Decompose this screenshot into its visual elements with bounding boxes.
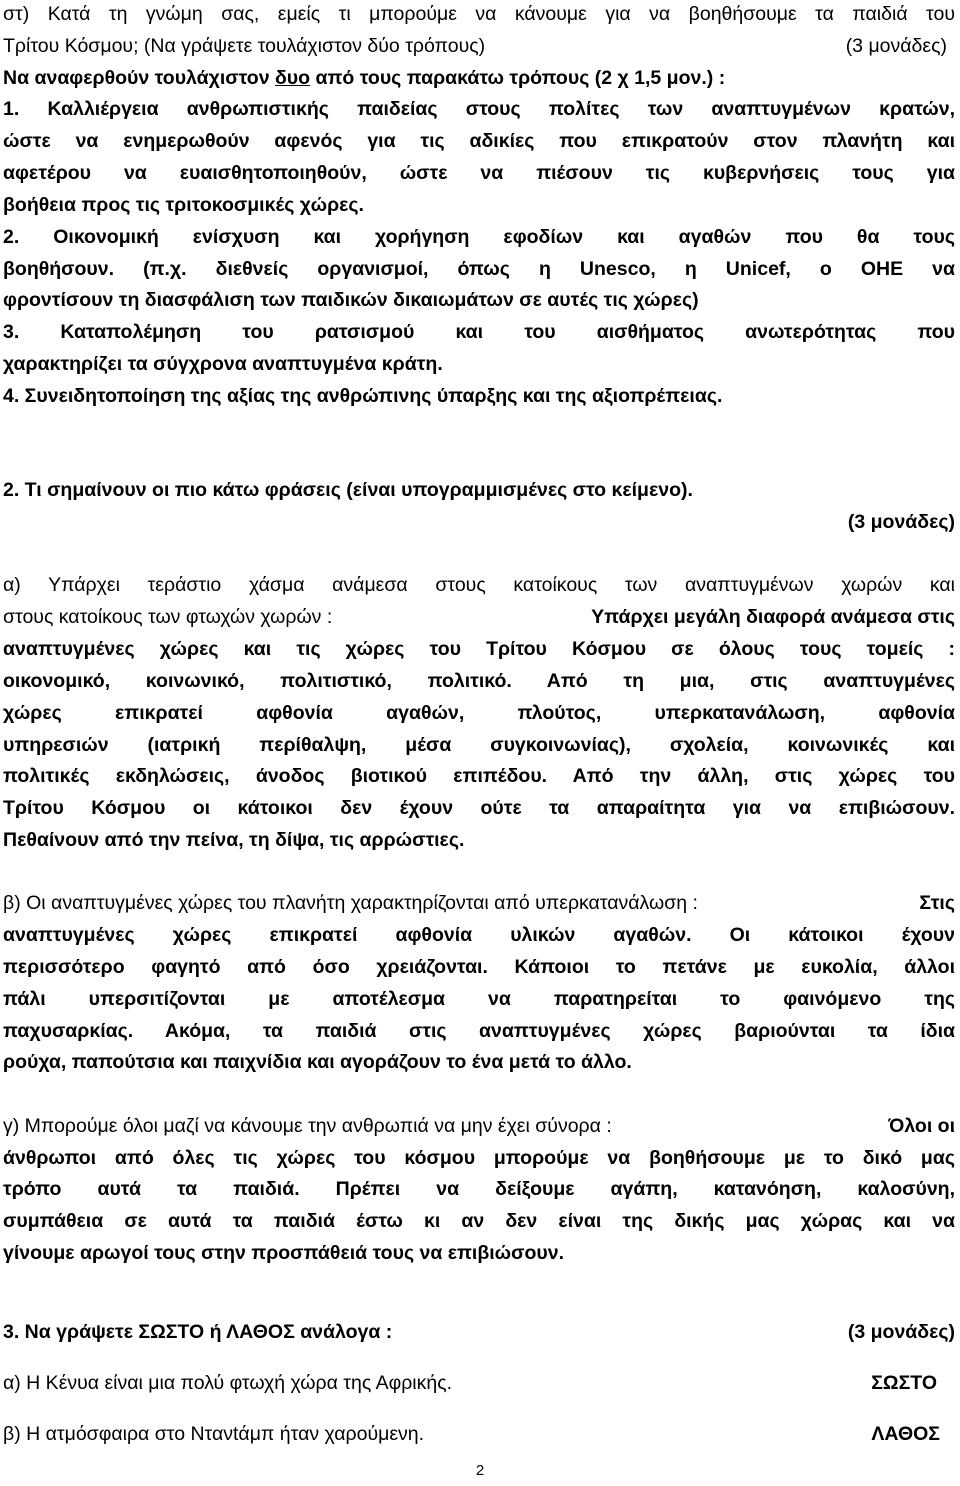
q2-b-answer: περισσότερο φαγητό από όσο χρειάζονται. Κάποιοι το πετάνε με ευκολία, άλλοι — [3, 956, 955, 978]
q1-item-2: 2. Οικονομική ενίσχυση και χορήγηση εφοδίων και αγαθών που θα τους — [3, 226, 955, 248]
q2-c-line — [3, 1114, 955, 1138]
q1-item-1: 1. Καλλιέργεια ανθρωπιστικής παιδείας στους πολίτες των αναπτυγμένων κρατών, — [3, 98, 955, 120]
q2-c-answer-start: Όλοι οι — [888, 1115, 955, 1137]
q3-b-statement: β) Η ατμόσφαιρα στο Ντανtάμπ ήταν χαρούμενη. — [3, 1423, 425, 1445]
q2-a-answer: Πεθαίνουν από την πείνα, τη δίψα, τις αρρώστιες. — [3, 829, 465, 851]
q2-a-answer: υπηρεσιών (ιατρική περίθαλψη, μέσα συγκοινωνίας), σχολεία, κοινωνικές και — [3, 734, 955, 756]
q2-a-answer: αναπτυγμένες χώρες και τις χώρες του Τρίτου Κόσμου σε όλους τους τομείς : — [3, 638, 955, 660]
q2-a-question: α) Υπάρχει τεράστιο χάσμα ανάμεσα στους κατοίκους των αναπτυγμένων χωρών και — [3, 574, 955, 596]
q2-a-answer: χώρες επικρατεί αφθονία αγαθών, πλούτος, υπερκατανάλωση, αφθονία — [3, 702, 955, 724]
q2-a-answer: Τρίτου Κόσμου οι κάτοικοι δεν έχουν ούτε τα απαραίτητα για να επιβιώσουν. — [3, 797, 955, 819]
q1-item-1: αφετέρου να ευαισθητοποιηθούν, ώστε να πιέσουν τις κυβερνήσεις τους για — [3, 162, 955, 184]
q1-instruction-b: από τους παρακάτω τρόπους (2 χ 1,5 μον.) : — [310, 67, 726, 89]
q2-a-answer: οικονομικό, κοινωνικό, πολιτιστικό, πολιτικό. Από τη μια, στις αναπτυγμένες — [3, 670, 955, 692]
q2-b-answer: αναπτυγμένες χώρες επικρατεί αφθονία υλικών αγαθών. Οι κάτοικοι έχουν — [3, 924, 955, 946]
q2-a-answer: πολιτικές εκδηλώσεις, άνοδος βιοτικού επιπέδου. Από την άλλη, στις χώρες του — [3, 765, 955, 787]
q1-line-2 — [3, 34, 955, 58]
q3-a-answer: ΣΩΣΤΟ — [871, 1372, 937, 1394]
q2-a-answer-start: Υπάρχει μεγάλη διαφορά ανάμεσα στις — [591, 606, 955, 628]
q1-instruction — [3, 66, 955, 90]
q3-a-statement: α) Η Κένυα είναι μια πολύ φτωχή χώρα της Αφρικής. — [3, 1372, 453, 1394]
q3-title-line — [3, 1320, 955, 1344]
q2-b-line — [3, 891, 955, 915]
q2-a-question-end: στους κατοίκους των φτωχών χωρών : — [3, 606, 333, 628]
q3-item-b — [3, 1422, 955, 1446]
q1-item-4: 4. Συνειδητοποίηση της αξίας της ανθρώπινης ύπαρξης και της αξιοπρέπειας. — [3, 385, 723, 407]
q3-b-answer: ΛΑΘΟΣ — [871, 1423, 940, 1445]
q1-item-3: χαρακτηρίζει τα σύγχρονα αναπτυγμένα κράτη. — [3, 353, 443, 375]
q2-c-answer: συμπάθεια σε αυτά τα παιδιά έστω κι αν δεν είναι της δικής μας χώρας και να — [3, 1210, 955, 1232]
q2-a-line — [3, 605, 955, 629]
q2-c-answer: γίνουμε αρωγοί τους στην προσπάθειά τους να επιβιώσουν. — [3, 1242, 565, 1264]
q3-title: 3. Να γράψετε ΣΩΣΤΟ ή ΛΑΘΟΣ ανάλογα : — [3, 1321, 393, 1343]
q1-instruction-underlined: δυο — [274, 67, 311, 89]
q1-item-3: 3. Καταπολέμηση του ρατσισμού και του αισθήματος ανωτερότητας που — [3, 321, 955, 343]
q2-b-answer: ρούχα, παπούτσια και παιχνίδια και αγοράζουν το ένα μετά το άλλο. — [3, 1051, 632, 1073]
q1-marks: (3 μονάδες) — [845, 35, 947, 57]
q2-c-answer: άνθρωποι από όλες τις χώρες του κόσμου μπορούμε να βοηθήσουμε με το δικό μας — [3, 1147, 955, 1169]
q1-item-1: ώστε να ενημερωθούν αφενός για τις αδικίες που επικρατούν στον πλανήτη και — [3, 130, 955, 152]
q3-item-a — [3, 1371, 955, 1395]
q1-item-1: βοήθεια προς τις τριτοκοσμικές χώρες. — [3, 194, 364, 216]
q2-b-answer: πάλι υπερσιτίζονται με αποτέλεσμα να παρατηρείται το φαινόμενο της — [3, 988, 955, 1010]
q2-c-answer: τρόπο αυτά τα παιδιά. Πρέπει να δείξουμε αγάπη, κατανόηση, καλοσύνη, — [3, 1178, 955, 1200]
q2-c-question: γ) Μπορούμε όλοι μαζί να κάνουμε την ανθρωπιά να μην έχει σύνορα : — [3, 1115, 612, 1137]
q2-b-answer-start: Στις — [919, 892, 955, 914]
q2-b-question: β) Οι αναπτυγμένες χώρες του πλανήτη χαρακτηρίζονται από υπερκατανάλωση : — [3, 892, 698, 914]
q1-instruction-a: Να αναφερθούν τουλάχιστον — [3, 67, 275, 89]
page-number: 2 — [475, 1462, 485, 1479]
q1-item-2: φροντίσουν τη διασφάλιση των παιδικών δικαιωμάτων σε αυτές τις χώρες) — [3, 289, 699, 311]
q2-marks: (3 μονάδες) — [847, 511, 955, 533]
q1-item-2: βοηθήσουν. (π.χ. διεθνείς οργανισμοί, όπως η Unesco, η Unicef, ο ΟΗΕ να — [3, 258, 955, 280]
q1-line-1: στ) Κατά τη γνώμη σας, εμείς τι μπορούμε να κάνουμε για να βοηθήσουμε τα παιδιά του — [3, 3, 955, 25]
q2-title: 2. Τι σημαίνουν οι πιο κάτω φράσεις (είναι υπογραμμισμένες στο κείμενο). — [3, 479, 693, 501]
q2-b-answer: παχυσαρκίας. Ακόμα, τα παιδιά στις αναπτυγμένες χώρες βαριούνται τα ίδια — [3, 1020, 955, 1042]
q3-marks: (3 μονάδες) — [847, 1321, 955, 1343]
q1-line-2-text: Τρίτου Κόσμου; (Να γράψετε τουλάχιστον δύο τρόπους) — [3, 35, 486, 57]
